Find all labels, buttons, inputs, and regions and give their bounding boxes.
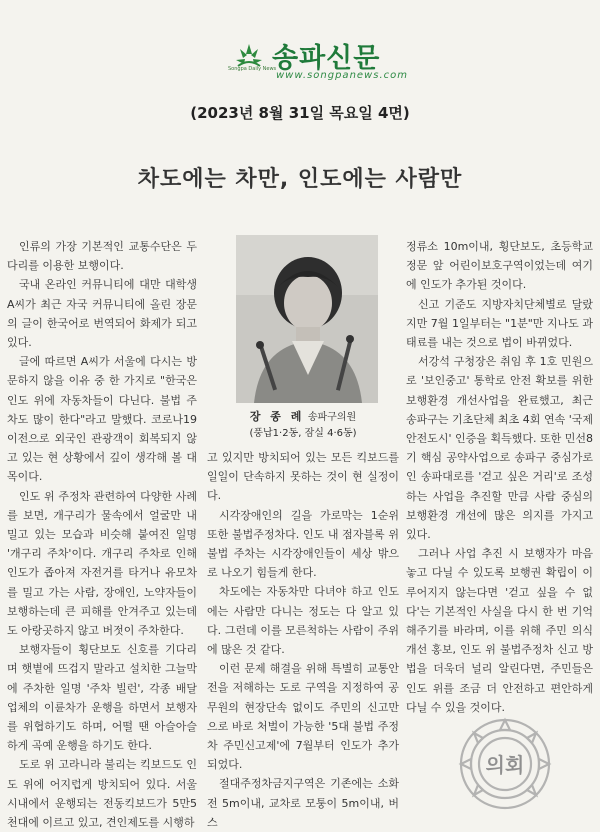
author-photo (236, 235, 378, 403)
author-name: 장 종 례 (249, 410, 305, 423)
masthead (0, 36, 600, 86)
author-district: (풍납1·2동, 잠실 4·6동) (249, 428, 357, 439)
article-headline: 차도에는 차만, 인도에는 사람만 (137, 167, 463, 192)
author-name-line (207, 409, 399, 426)
paragraph: 그러나 사업 추진 시 보행자가 마음 놓고 다닐 수 있도록 보행권 확립이 이루어지지 않는다면 '걷고 싶을 수 없다'는 기본적인 사실을 다시 한 번 기억해주기를 바라며, 이를 위해 주민 의식 개선 홍보, 인도 위 불법주정차 신고 방법을 더욱더 널리 알린다면, 주민들은 인도 위를 조금 더 안전하고 편안하게 다닐 수 있을 것이다. (406, 547, 593, 714)
dateline: (2023년 8월 31일 목요일 4면) (190, 104, 410, 122)
paragraph: 차도에는 자동차만 다녀야 하고 인도에는 사람만 다니는 정도는 다 알고 있다. 그런데 이를 모른척하는 사람이 주위에 많은 것 같다. (207, 585, 399, 657)
paragraph: 이런 문제 해결을 위해 특별히 교통안전을 저해하는 도로 구역을 지정하여 공무원의 현장단속 없이도 주민의 신고만으로 바로 처벌이 가능한 '5대 불법 주정차 주민신고제'에 7월부터 인도가 추가되었다. (207, 662, 399, 772)
paragraph: 신고 기준도 지방자치단체별로 달랐지만 7월 1일부터는 "1분"만 지나도 과태료를 내는 것으로 법이 바뀌었다. (406, 297, 593, 350)
paragraph: 절대주정차금지구역은 기존에는 소화전 5m이내, 교차로 모퉁이 5m이내, 버스 (207, 777, 399, 829)
paragraph: 도로 위 고라니라 불리는 킥보드도 인도 위에 어지럽게 방치되어 있다. 서울 시내에서 운행되는 전동킥보드가 5만5천대에 이르고 있고, 견인제도를 시행하 (7, 758, 197, 830)
paragraph: 시각장애인의 길을 가로막는 1순위 또한 불법주정차다. 인도 내 점자블록 위 불법 주차는 시각장애인들이 세상 밖으로 나오기 힘들게 한다. (207, 508, 399, 580)
article-column-1 (7, 237, 197, 832)
paragraph: 글에 따르면 A씨가 서울에 다시는 방문하지 않을 이유 중 한 가지로 "한국은 인도 위에 자동차들이 다닌다. 불법 주차도 많이 한다"라고 말했다. 코로나19 이전으로 외국인 관광객이 회복되지 않고 있는 현 상황에서 깊이 생각해 볼 대목이다. (7, 355, 197, 484)
newspaper-url: www.songpanews.com (276, 70, 408, 81)
newspaper-name: 송파신문 (272, 43, 381, 74)
paragraph: 보행자들이 횡단보도 신호를 기다리며 햇볕에 뜨겁지 말라고 설치한 그늘막에 주차한 일명 '주차 빌런', 각종 배달 업체의 이륜차가 운행을 하면서 보행자를 위협하기도 하며, 어떨 땐 아슬아슬하게 곡예 운행을 하기도 한다. (7, 643, 197, 753)
paragraph: 고 있지만 방치되어 있는 모든 킥보드를 일일이 단속하지 못하는 것이 현 실정이다. (207, 451, 399, 503)
paragraph: 정류소 10m이내, 횡단보도, 초등학교 정문 앞 어린이보호구역이었는데 여기에 인도가 추가된 것이다. (406, 240, 593, 292)
paragraph: 인도 위 주정차 관련하여 다양한 사례를 보면, 개구리가 물속에서 얼굴만 내밀고 있는 모습과 비슷해 붙여진 일명 '개구리 주차'이다. 개구리 주차로 인해 인도가 좁아져 자전거를 타거나 유모차를 밀고 가는 사람, 장애인, 노약자들이 보행하는데 큰 피해를 안겨주고 있는데도 아랑곳하지 않고 버젓이 주차한다. (7, 489, 197, 638)
paragraph: 서강석 구청장은 취임 후 1호 민원으로 '보인중고' 통학로 안전 확보를 위한 보행환경 개선사업을 완료했고, 최근 송파구는 기초단체 최초 4회 연속 '국제안전도시' 인증을 획득했다. 또한 민선8기 핵심 공약사업으로 송파구 중심가로인 송파대로를 '걷고 싶은 거리'로 조성하는 사업을 추진할 만큼 사람 중심의 보행환경 개선에 많은 의지를 가지고 있다. (406, 355, 593, 542)
author-role: 송파구의원 (307, 412, 357, 423)
article-column-2 (207, 448, 399, 832)
article-column-3 (406, 237, 593, 717)
council-seal-icon (448, 708, 562, 812)
paragraph: 인류의 가장 기본적인 교통수단은 두 다리를 이용한 보행이다. (7, 240, 197, 273)
author-caption (207, 409, 399, 442)
seal-text: 의회 (485, 753, 525, 777)
logo-caption: Songpa Daily News (228, 66, 277, 72)
paragraph: 국내 온라인 커뮤니티에 대만 대학생 A씨가 최근 자국 커뮤니티에 올린 장문의 글이 한국어로 번역되어 화제가 되고 있다. (7, 278, 197, 350)
